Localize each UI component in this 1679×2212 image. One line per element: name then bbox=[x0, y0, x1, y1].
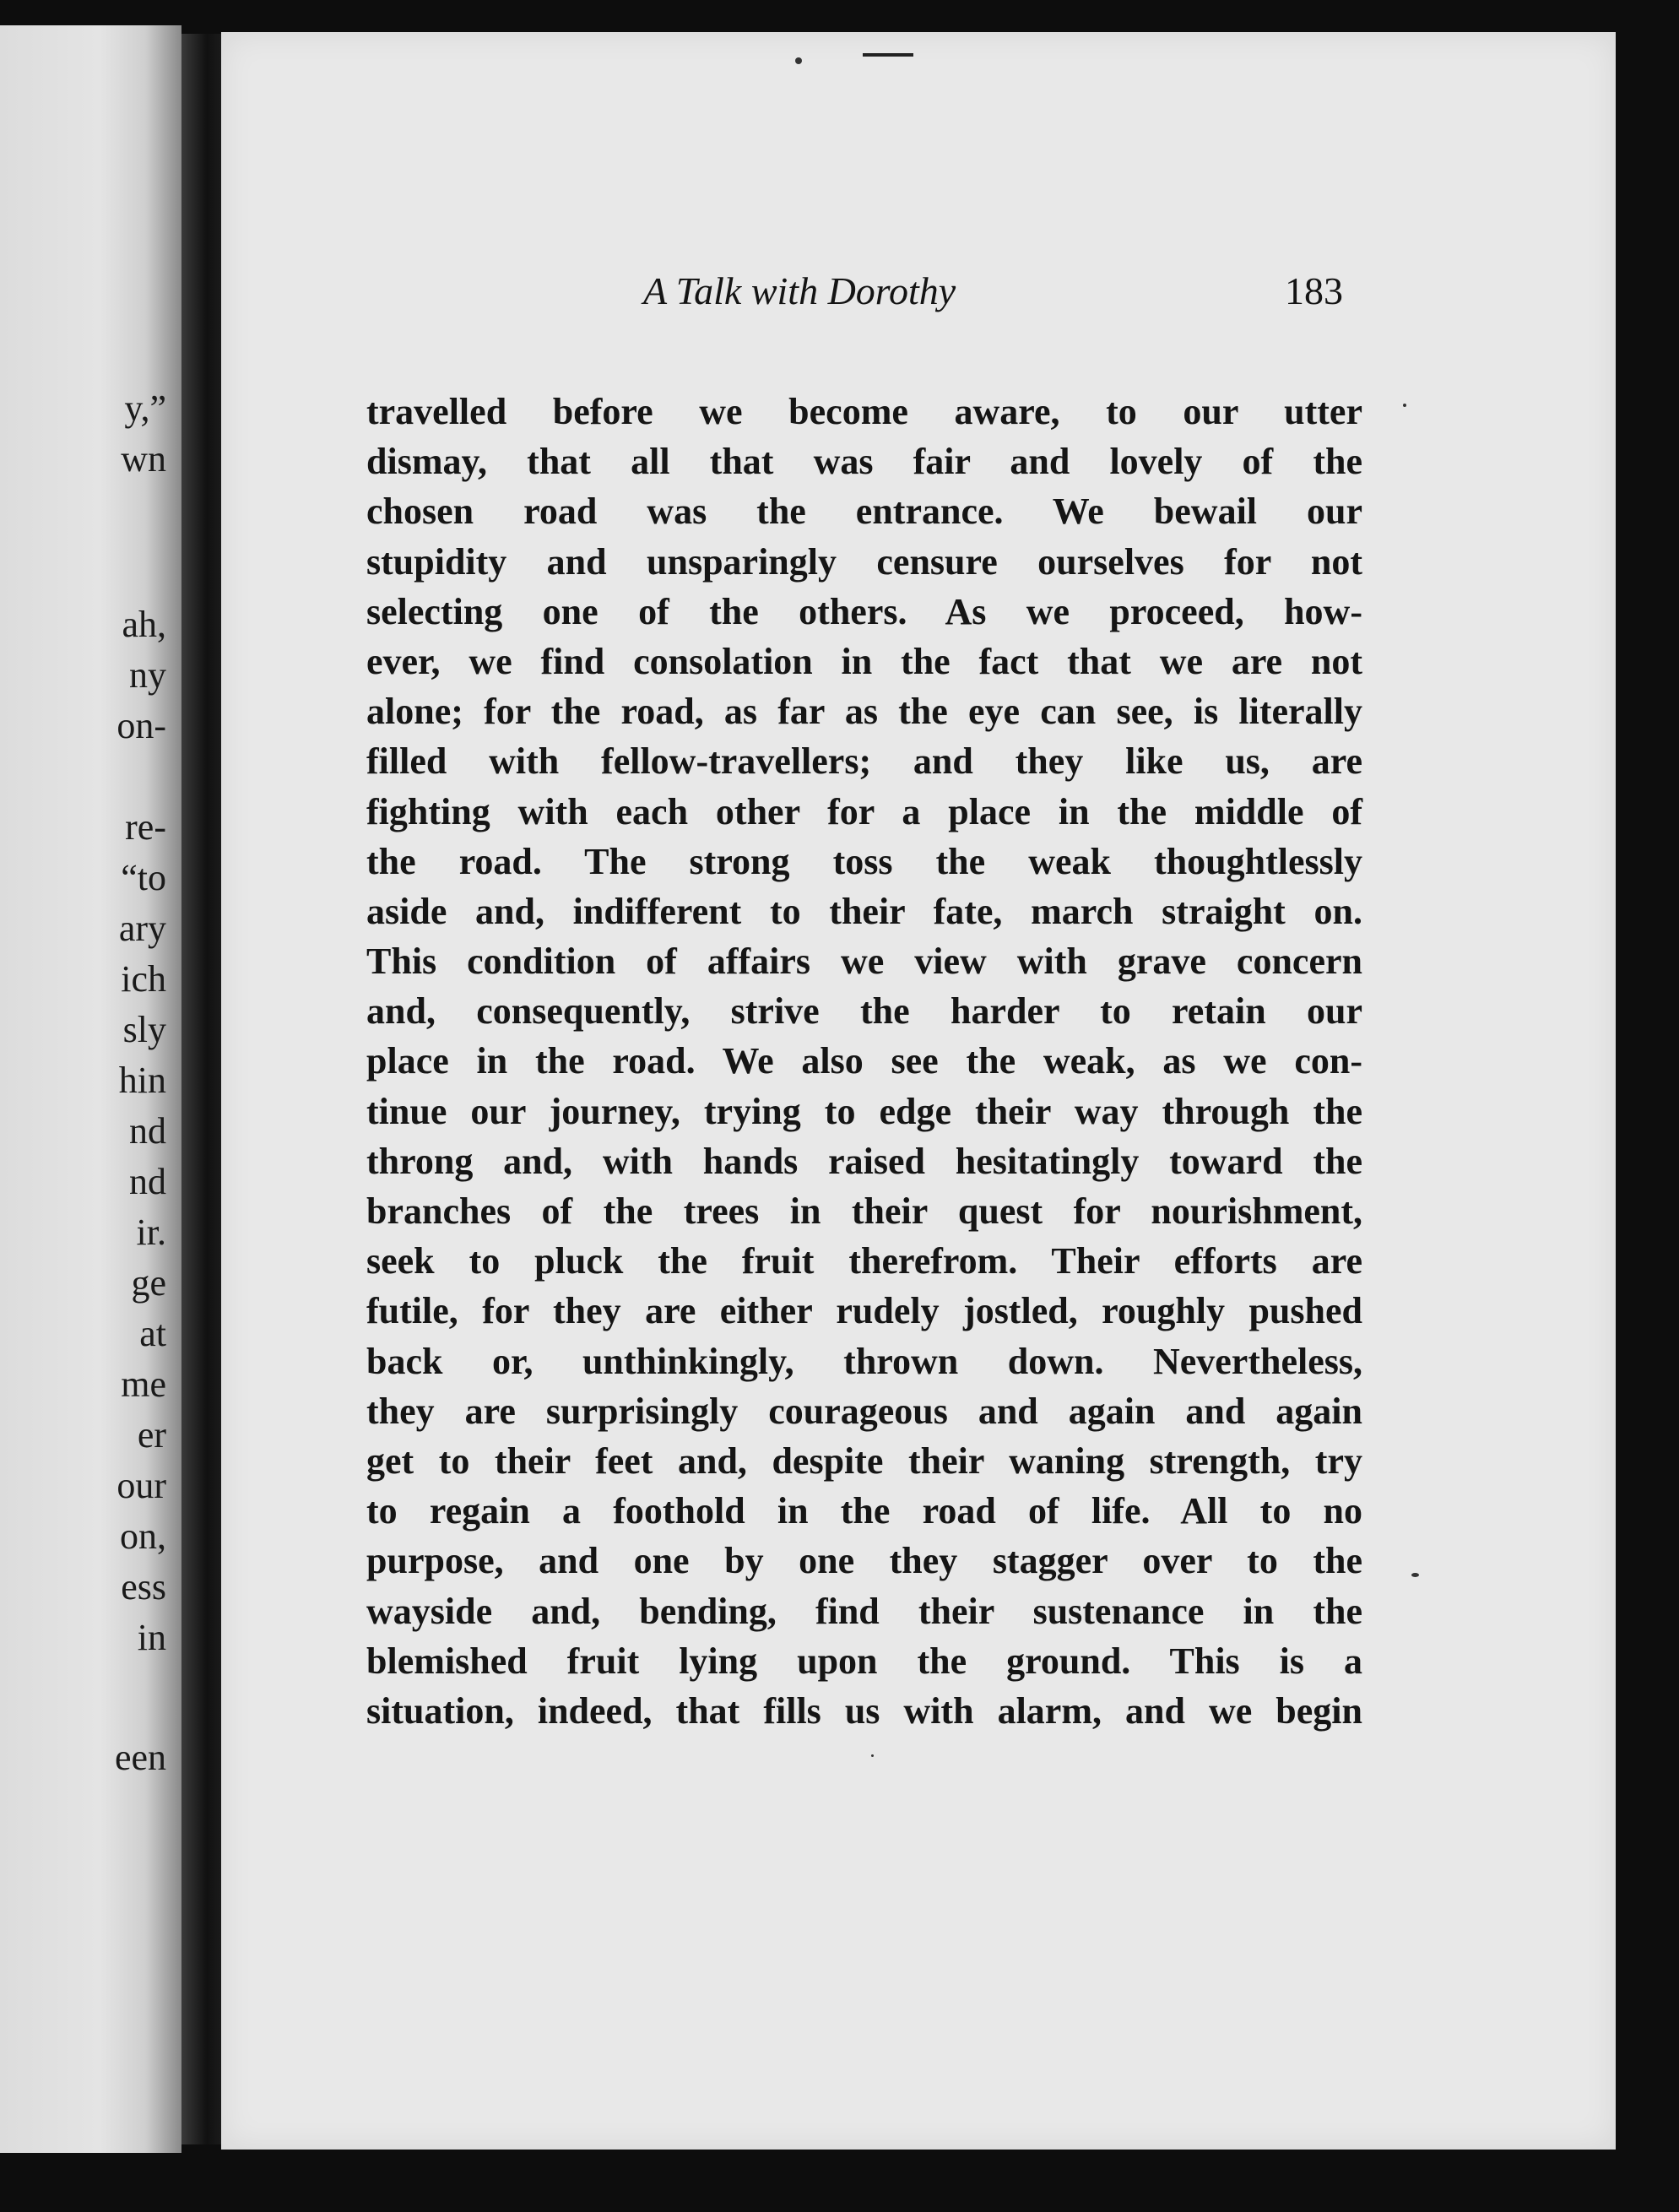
book-page bbox=[221, 32, 1616, 2150]
text-line: fighting with each other for a place in the middle of bbox=[366, 790, 1362, 832]
scan-speck bbox=[1403, 404, 1406, 407]
left-facing-page bbox=[0, 25, 181, 2153]
text-line: situation, indeed, that fills us with alarm, and we begin bbox=[366, 1689, 1362, 1732]
left-page-fragment: ah, bbox=[122, 604, 166, 645]
left-page-fragment: een bbox=[114, 1737, 166, 1778]
text-line: they are surprisingly courageous and again and again bbox=[366, 1390, 1362, 1432]
left-page-fragment: on, bbox=[120, 1515, 166, 1557]
text-line: stupidity and unsparingly censure ourselves for not bbox=[366, 540, 1362, 583]
text-line: branches of the trees in their quest for nourishment, bbox=[366, 1190, 1362, 1232]
text-line: aside and, indifferent to their fate, march straight on. bbox=[366, 890, 1362, 932]
left-page-fragment: on- bbox=[116, 705, 166, 746]
left-page-fragment: wn bbox=[121, 438, 166, 480]
text-line: seek to pluck the fruit therefrom. Their efforts are bbox=[366, 1240, 1362, 1282]
text-line: This condition of affairs we view with grave concern bbox=[366, 941, 1362, 983]
text-line: blemished fruit lying upon the ground. This is a bbox=[366, 1640, 1362, 1682]
text-line: throng and, with hands raised hesitatingly toward the bbox=[366, 1140, 1362, 1182]
text-line: get to their feet and, despite their waning strength, try bbox=[366, 1439, 1362, 1482]
left-page-fragment: sly bbox=[122, 1009, 166, 1050]
book-gutter bbox=[181, 34, 224, 2144]
left-page-fragment: hin bbox=[118, 1060, 166, 1101]
left-page-fragment: our bbox=[116, 1465, 166, 1506]
left-page-fragment: ir. bbox=[136, 1212, 166, 1253]
text-line: purpose, and one by one they stagger over to the bbox=[366, 1540, 1362, 1582]
scan-speck bbox=[795, 57, 802, 64]
text-line: selecting one of the others. As we proceed, how- bbox=[366, 590, 1362, 632]
left-page-fragment: at bbox=[139, 1313, 166, 1354]
text-line: ever, we find consolation in the fact that we are not bbox=[366, 640, 1362, 682]
left-page-fragment: me bbox=[121, 1364, 166, 1405]
text-line: dismay, that all that was fair and lovely of the bbox=[366, 441, 1362, 483]
left-page-fragment: ge bbox=[131, 1262, 166, 1304]
left-page-fragment: ary bbox=[118, 908, 166, 949]
body-text bbox=[366, 387, 1362, 1736]
text-line: filled with fellow-travellers; and they like us, are bbox=[366, 740, 1362, 783]
text-line: tinue our journey, trying to edge their way through the bbox=[366, 1090, 1362, 1132]
scan-mark bbox=[863, 53, 913, 57]
left-page-fragment: nd bbox=[129, 1161, 166, 1202]
left-page-fragment: in bbox=[137, 1617, 166, 1658]
scan-speck bbox=[871, 1754, 874, 1757]
left-page-fragment: re- bbox=[125, 806, 166, 848]
left-page-fragment: ess bbox=[121, 1566, 166, 1607]
scan-speck bbox=[1411, 1573, 1419, 1577]
left-page-fragment: y,” bbox=[124, 388, 166, 429]
left-page-fragment: ny bbox=[129, 654, 166, 696]
text-line: back or, unthinkingly, thrown down. Nevertheless, bbox=[366, 1340, 1362, 1382]
text-line: place in the road. We also see the weak, as we con- bbox=[366, 1040, 1362, 1082]
text-line: wayside and, bending, find their sustenance in the bbox=[366, 1590, 1362, 1632]
text-line: chosen road was the entrance. We bewail our bbox=[366, 491, 1362, 533]
running-title: A Talk with Dorothy bbox=[643, 269, 956, 312]
text-line: to regain a foothold in the road of life. All to no bbox=[366, 1490, 1362, 1532]
left-page-fragment: “to bbox=[121, 857, 166, 898]
page-number: 183 bbox=[1285, 269, 1343, 312]
text-line: and, consequently, strive the harder to retain our bbox=[366, 990, 1362, 1033]
text-line: futile, for they are either rudely jostled, roughly pushed bbox=[366, 1290, 1362, 1332]
text-line: the road. The strong toss the weak thoughtlessly bbox=[366, 840, 1362, 882]
text-line: travelled before we become aware, to our utter bbox=[366, 391, 1362, 432]
left-page-fragment: ich bbox=[121, 958, 166, 1000]
left-page-fragment: nd bbox=[129, 1110, 166, 1152]
left-page-fragment: er bbox=[137, 1414, 166, 1456]
text-line: alone; for the road, as far as the eye can see, is literally bbox=[366, 691, 1362, 733]
